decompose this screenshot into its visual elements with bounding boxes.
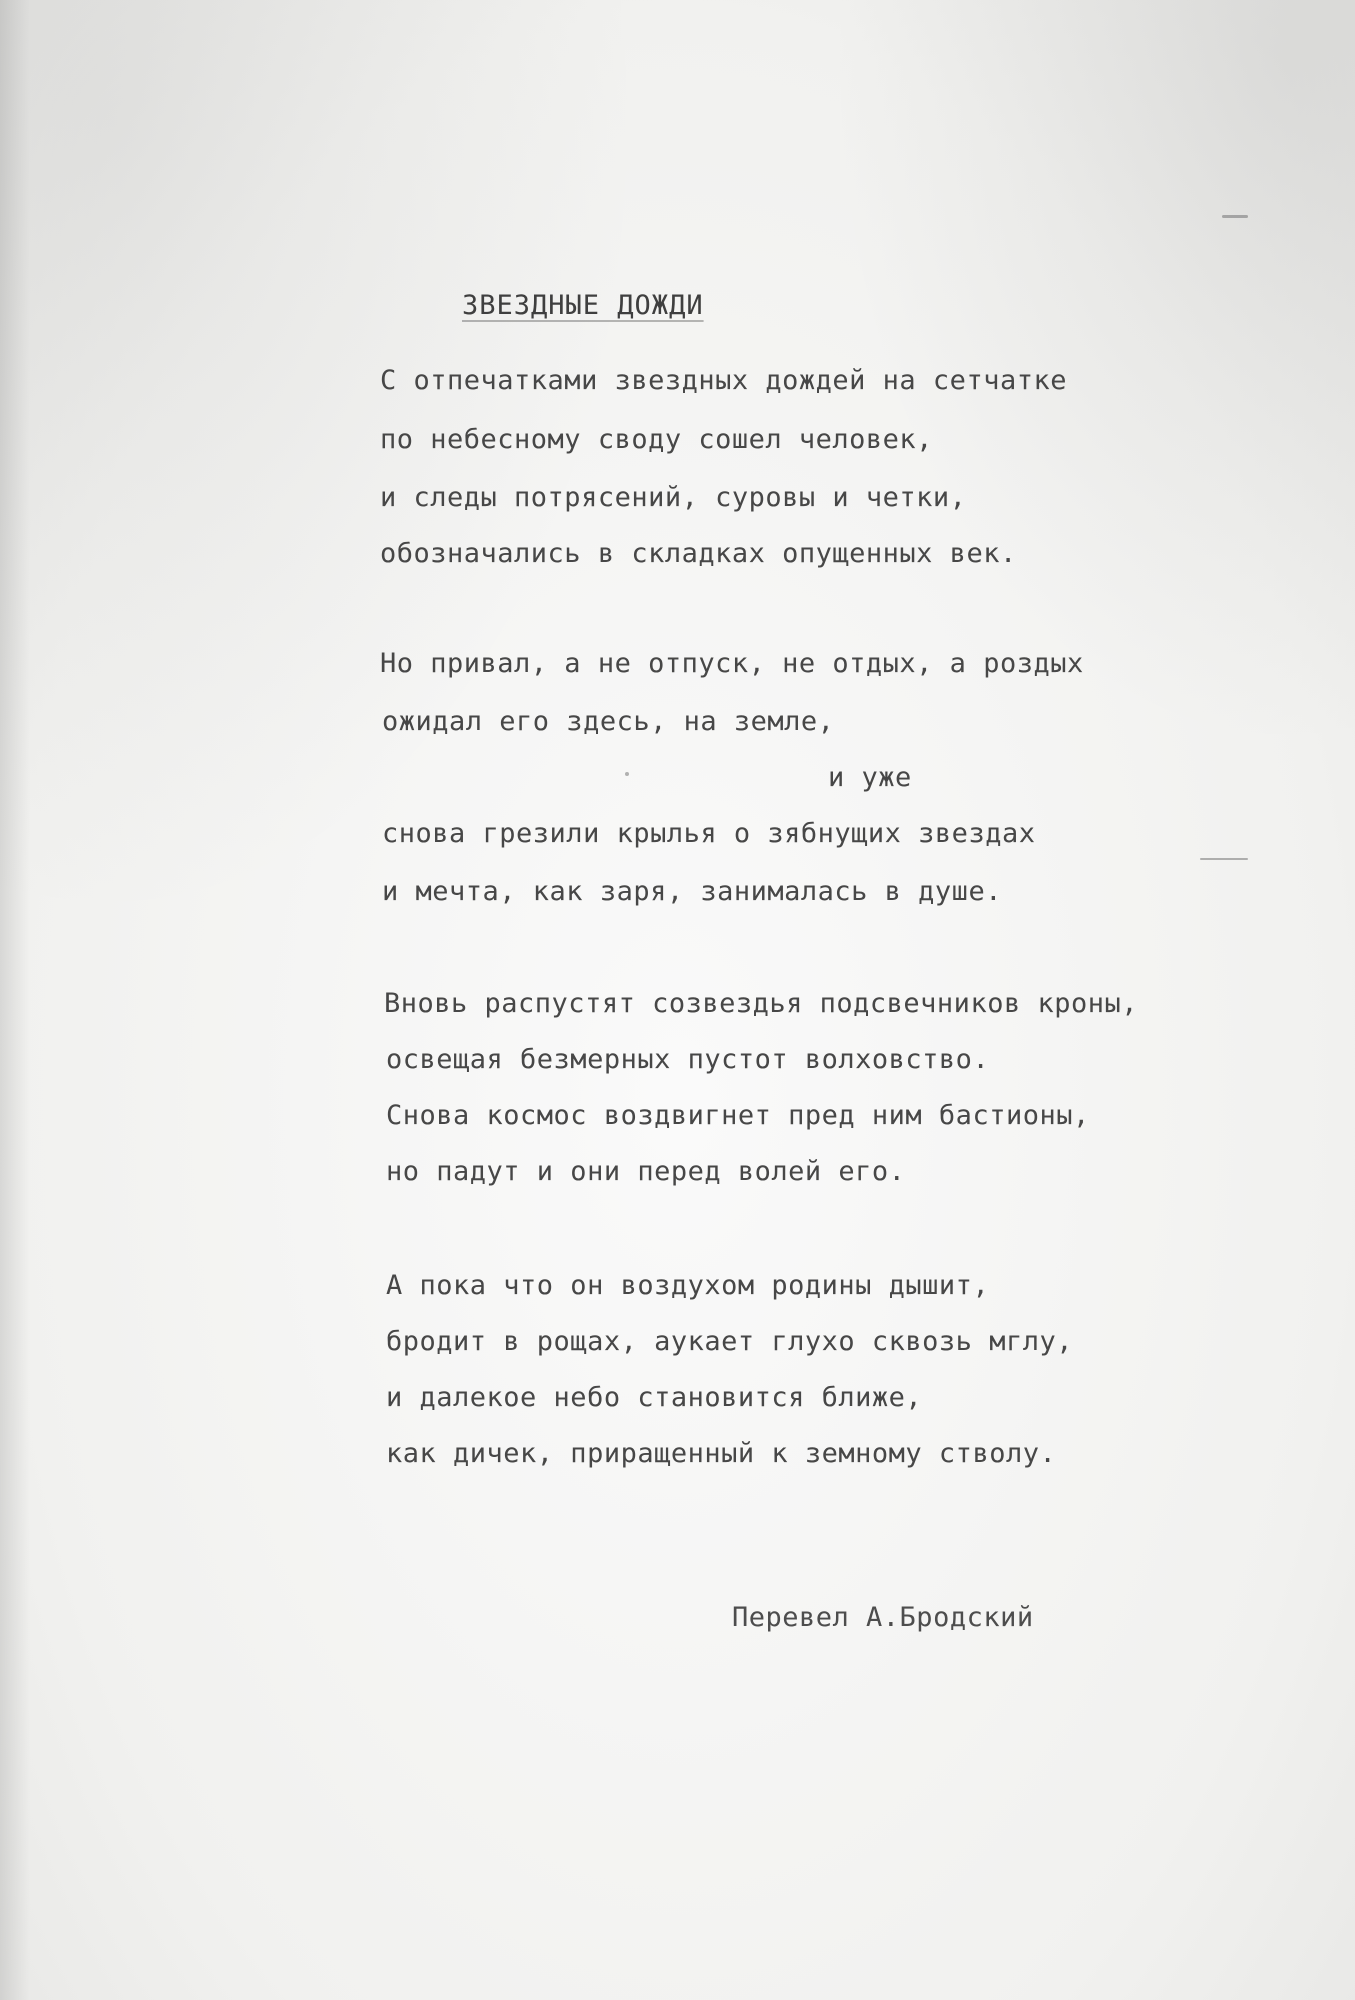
page-edge-shadow xyxy=(0,0,30,2000)
poem-line: и уже xyxy=(828,762,912,793)
poem-line: и мечта, как заря, занималась в душе. xyxy=(382,876,1002,907)
poem-line: освещая безмерных пустот волховство. xyxy=(386,1044,990,1075)
poem-line: Снова космос воздвигнет пред ним бастионы, xyxy=(386,1100,1090,1131)
poem-line: но падут и они перед волей его. xyxy=(386,1156,906,1187)
poem-line: ожидал его здесь, на земле, xyxy=(382,706,835,737)
poem-line: Вновь распустят созвездья подсвечников кроны, xyxy=(384,988,1138,1019)
poem-line: А пока что он воздухом родины дышит, xyxy=(386,1270,990,1301)
poem-line: обозначались в складках опущенных век. xyxy=(380,538,1017,569)
poem-line: как дичек, приращенный к земному стволу. xyxy=(386,1438,1057,1469)
poem-line: и следы потрясений, суровы и четки, xyxy=(380,482,967,513)
poem-line: снова грезили крылья о зябнущих звездах xyxy=(382,818,1036,849)
ink-speck xyxy=(625,772,629,776)
poem-line: бродит в рощах, аукает глухо сквозь мглу, xyxy=(386,1326,1073,1357)
ink-speck xyxy=(1222,215,1248,218)
poem-line: Но привал, а не отпуск, не отдых, а роздых xyxy=(380,648,1084,679)
poem-line: и далекое небо становится ближе, xyxy=(386,1382,923,1413)
poem-line: по небесному своду сошел человек, xyxy=(380,424,933,455)
ink-speck xyxy=(1200,858,1248,860)
poem-line: С отпечатками звездных дождей на сетчатке xyxy=(380,365,1067,396)
translator-signature: Перевел А.Бродский xyxy=(732,1602,1034,1633)
poem-title: ЗВЕЗДНЫЕ ДОЖДИ xyxy=(462,290,704,321)
